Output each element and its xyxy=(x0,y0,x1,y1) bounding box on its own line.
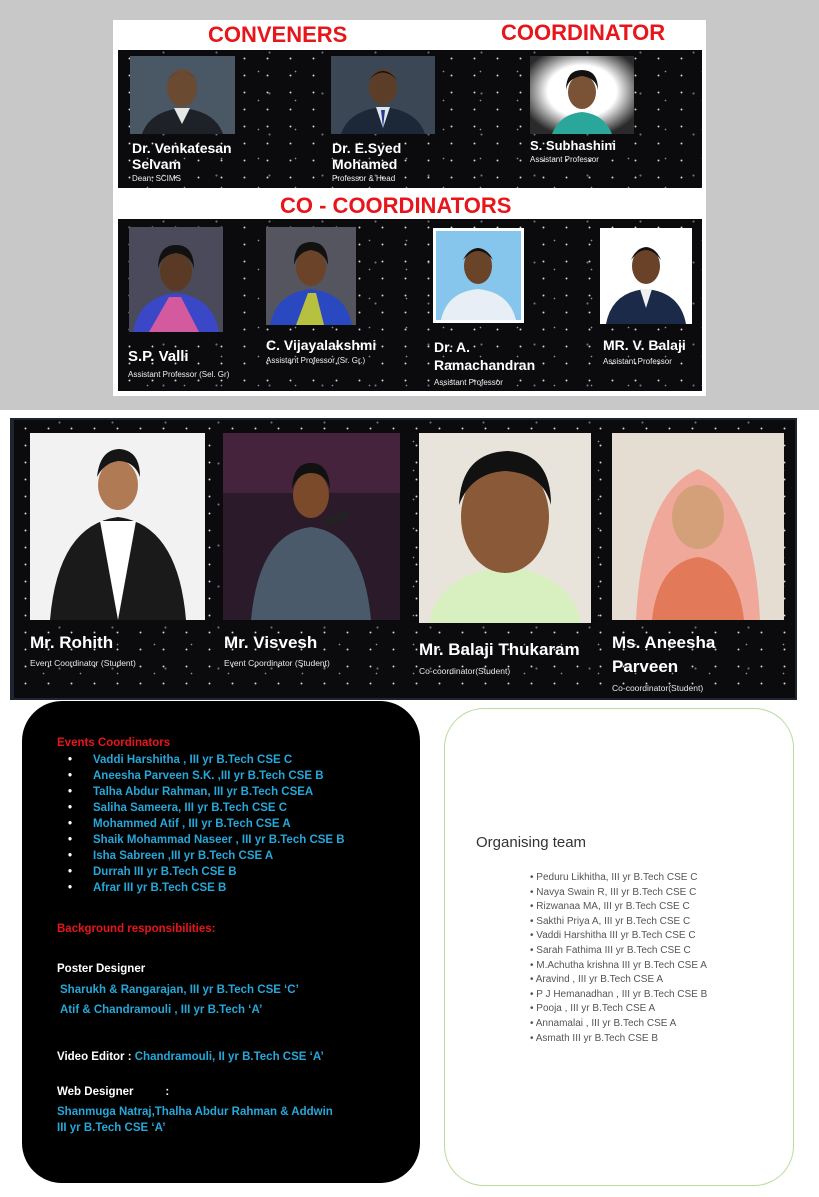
list-item: • Annamalai , III yr B.Tech CSE A xyxy=(530,1017,707,1032)
events-coordinators-list xyxy=(57,752,345,896)
co-coordinator-4-name: MR. V. Balaji xyxy=(603,337,686,353)
coordinator-heading: COORDINATOR xyxy=(501,20,666,45)
photo-aneesha-parveen xyxy=(612,433,784,620)
background-responsibilities-heading: Background responsibilities: xyxy=(57,923,216,935)
co-coordinators-heading: CO - COORDINATORS xyxy=(280,193,512,218)
student-2-role: Event Coordinator (Student) xyxy=(224,658,330,668)
list-item: • Mohammed Atif , III yr B.Tech CSE A xyxy=(57,816,345,832)
co-coordinator-3-name-line2: Ramachandran xyxy=(434,357,536,373)
co-coordinator-4-role: Assistant Professor xyxy=(603,357,672,366)
list-item: • Peduru Likhitha, III yr B.Tech CSE C xyxy=(530,871,707,886)
photo-vijayalakshmi xyxy=(266,227,356,325)
poster-designer-label: Poster Designer xyxy=(57,963,146,975)
web-designer-line2: III yr B.Tech CSE ‘A’ xyxy=(57,1122,166,1134)
list-item: • M.Achutha krishna III yr B.Tech CSE A xyxy=(530,959,707,974)
list-item: • Pooja , III yr B.Tech CSE A xyxy=(530,1002,707,1017)
web-designer-line1: Shanmuga Natraj,Thalha Abdur Rahman & Addwin xyxy=(57,1106,333,1118)
student-4-name-line2: Parveen xyxy=(612,657,679,676)
coordinator-name: S. Subhashini xyxy=(530,138,616,153)
video-editor-value: Chandramouli, II yr B.Tech CSE ‘A’ xyxy=(134,1051,324,1063)
convener-2-role: Professor & Head xyxy=(332,174,396,183)
list-item: • Sakthi Priya A, III yr B.Tech CSE C xyxy=(530,915,707,930)
poster-designer-line1: Sharukh & Rangarajan, III yr B.Tech CSE ‘C’ xyxy=(60,984,299,996)
photo-balaji-thukaram xyxy=(419,433,591,623)
convener-1-role: Dean, SCIMS xyxy=(132,174,181,183)
list-item: • Shaik Mohammad Naseer , III yr B.Tech CSE B xyxy=(57,832,345,848)
co-coordinator-3-role: Assistant Professor xyxy=(434,378,503,387)
convener-1-name-line2: Selvam xyxy=(132,156,182,172)
list-item: • Afrar III yr B.Tech CSE B xyxy=(57,880,345,896)
photo-sp-valli xyxy=(129,227,223,332)
co-coordinator-1-name: S.P. Valli xyxy=(128,348,189,365)
photo-v-balaji xyxy=(600,228,692,324)
list-item: • Rizwanaa MA, III yr B.Tech CSE C xyxy=(530,900,707,915)
photo-venkatesan-selvam xyxy=(130,56,235,134)
co-coordinator-2-name: C. Vijayalakshmi xyxy=(266,337,377,353)
convener-2-name-line2: Mohamed xyxy=(332,156,398,172)
photo-syed-mohamed xyxy=(331,56,435,134)
list-item: • Aneesha Parveen S.K. ,III yr B.Tech CSE B xyxy=(57,768,345,784)
photo-ramachandran xyxy=(433,228,524,323)
organising-team-title: Organising team xyxy=(476,834,587,851)
photo-rohith xyxy=(30,433,205,620)
student-2-name: Mr. Visvesh xyxy=(224,633,318,652)
photo-subhashini xyxy=(530,56,634,134)
list-item: • Sarah Fathima III yr B.Tech CSE C xyxy=(530,944,707,959)
poster-designer-line2: Atif & Chandramouli , III yr B.Tech ‘A’ xyxy=(60,1004,263,1016)
student-1-role: Event Coordinator (Student) xyxy=(30,658,136,668)
web-designer-label: Web Designer : xyxy=(57,1086,170,1098)
video-editor-row xyxy=(57,1045,324,1064)
student-4-name-line1: Ms. Aneesha xyxy=(612,633,716,652)
list-item: • Talha Abdur Rahman, III yr B.Tech CSEA xyxy=(57,784,345,800)
list-item: • Aravind , III yr B.Tech CSE A xyxy=(530,973,707,988)
list-item: • Isha Sabreen ,III yr B.Tech CSE A xyxy=(57,848,345,864)
photo-visvesh xyxy=(223,433,400,620)
co-coordinator-1-role: Assistant Professor (Sel. Gr) xyxy=(128,370,230,379)
student-4-role: Co-coordinator(Student) xyxy=(612,683,704,693)
conveners-heading: CONVENERS xyxy=(208,22,348,47)
co-coordinator-3-name-line1: Dr. A. xyxy=(434,339,471,355)
list-item: • Vaddi Harshitha , III yr B.Tech CSE C xyxy=(57,752,345,768)
events-coordinators-heading: Events Coordinators xyxy=(57,737,171,749)
convener-2-name-line1: Dr. E.Syed xyxy=(332,140,402,156)
list-item: • Vaddi Harshitha III yr B.Tech CSE C xyxy=(530,929,707,944)
student-1-name: Mr. Rohith xyxy=(30,633,114,652)
organising-team-list xyxy=(530,871,707,1046)
co-coordinator-2-role: Assistant Professor (Sr. Gr.) xyxy=(266,356,366,365)
list-item: • Durrah III yr B.Tech CSE B xyxy=(57,864,345,880)
list-item: • P J Hemanadhan , III yr B.Tech CSE B xyxy=(530,988,707,1003)
student-3-name: Mr. Balaji Thukaram xyxy=(419,640,580,659)
coordinator-role: Assistant Professor xyxy=(530,155,599,164)
list-item: • Navya Swain R, III yr B.Tech CSE C xyxy=(530,886,707,901)
video-editor-label: Video Editor : xyxy=(57,1051,135,1063)
list-item: • Saliha Sameera, III yr B.Tech CSE C xyxy=(57,800,345,816)
student-3-role: Co-coordinator(Student) xyxy=(419,666,511,676)
list-item: • Asmath III yr B.Tech CSE B xyxy=(530,1032,707,1047)
convener-1-name-line1: Dr. Venkatesan xyxy=(132,140,232,156)
